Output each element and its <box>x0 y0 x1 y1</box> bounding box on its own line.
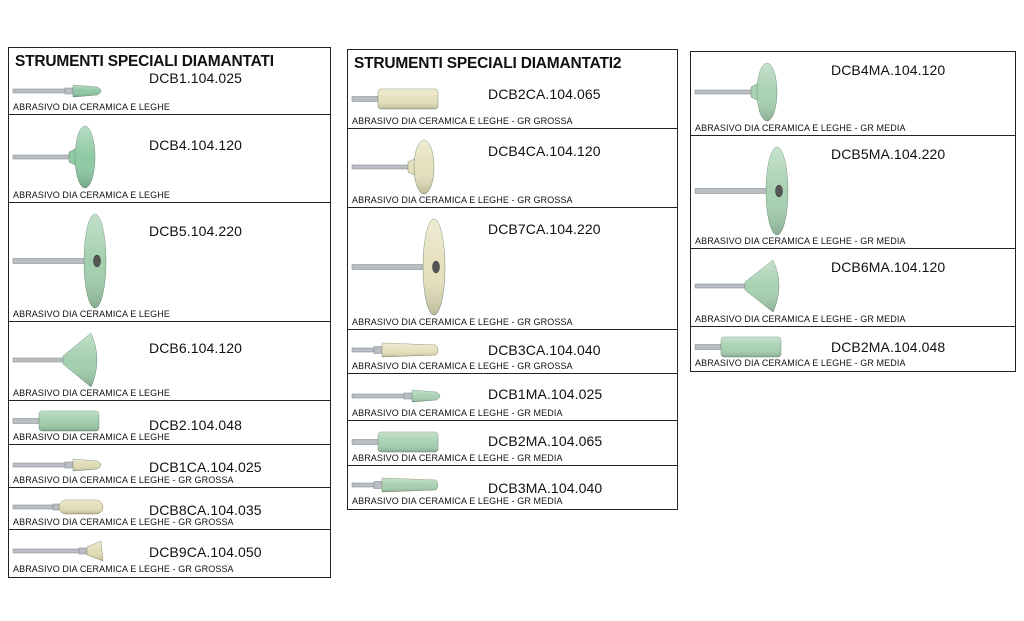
product-description: ABRASIVO DIA CERAMICA E LEGHE <box>13 102 170 112</box>
product-item <box>9 203 330 322</box>
product-item <box>348 129 677 208</box>
column-title: STRUMENTI SPECIALI DIAMANTATI2 <box>354 55 622 72</box>
product-item <box>9 322 330 401</box>
product-item <box>348 466 677 508</box>
product-code: DCB2MA.104.048 <box>831 339 946 355</box>
product-description: ABRASIVO DIA CERAMICA E LEGHE <box>13 388 170 398</box>
wheel-hub-icon <box>13 124 109 190</box>
product-description: ABRASIVO DIA CERAMICA E LEGHE - GR GROSSA <box>13 517 234 527</box>
product-code: DCB2.104.048 <box>149 417 243 433</box>
product-description: ABRASIVO DIA CERAMICA E LEGHE <box>13 432 170 442</box>
product-code: DCB3CA.104.040 <box>488 342 601 358</box>
product-code: DCB8CA.104.035 <box>149 502 262 518</box>
product-code: DCB1.104.025 <box>149 70 243 86</box>
product-item <box>348 374 677 421</box>
product-code: DCB2CA.104.065 <box>488 86 601 102</box>
product-description: ABRASIVO DIA CERAMICA E LEGHE - GR MEDIA <box>695 358 906 368</box>
product-item <box>348 208 677 330</box>
catalog-column-1 <box>8 47 331 578</box>
product-description: ABRASIVO DIA CERAMICA E LEGHE - GR MEDIA <box>352 496 563 506</box>
product-code: DCB7CA.104.220 <box>488 221 601 237</box>
product-code: DCB6MA.104.120 <box>831 259 946 275</box>
product-code: DCB5.104.220 <box>149 223 243 239</box>
disc-icon <box>13 212 109 309</box>
product-description: ABRASIVO DIA CERAMICA E LEGHE - GR GROSSA <box>352 116 573 126</box>
product-description: ABRASIVO DIA CERAMICA E LEGHE - GR MEDIA <box>695 236 906 246</box>
wheel-hub-icon <box>695 61 791 123</box>
product-item <box>9 115 330 203</box>
taper-icon <box>352 339 448 361</box>
taper-icon <box>352 475 448 495</box>
column-title: STRUMENTI SPECIALI DIAMANTATI <box>15 53 274 70</box>
product-description: ABRASIVO DIA CERAMICA E LEGHE - GR MEDIA <box>695 314 906 324</box>
product-description: ABRASIVO DIA CERAMICA E LEGHE - GR GROSSA <box>352 317 573 327</box>
inverted-cone-icon <box>13 539 109 563</box>
catalog-column-2 <box>347 49 678 510</box>
disc-icon <box>352 217 448 317</box>
product-item <box>691 249 1015 327</box>
product-code: DCB4CA.104.120 <box>488 143 601 159</box>
product-item <box>9 530 330 576</box>
cone-icon <box>13 331 109 388</box>
product-item <box>691 327 1015 370</box>
product-code: DCB4MA.104.120 <box>831 62 946 78</box>
product-item <box>9 401 330 445</box>
cone-icon <box>695 258 791 314</box>
product-description: ABRASIVO DIA CERAMICA E LEGHE - GR GROSSA <box>352 195 573 205</box>
product-item <box>9 48 330 115</box>
product-code: DCB1MA.104.025 <box>488 386 603 402</box>
cylinder-icon <box>352 81 448 116</box>
flame-bur-icon <box>13 454 109 475</box>
product-description: ABRASIVO DIA CERAMICA E LEGHE - GR MEDIA <box>352 453 563 463</box>
cylinder-icon <box>695 336 791 357</box>
disc-icon <box>695 145 791 236</box>
product-item <box>348 50 677 129</box>
product-code: DCB5MA.104.220 <box>831 146 946 162</box>
product-code: DCB2MA.104.065 <box>488 433 603 449</box>
product-code: DCB3MA.104.040 <box>488 480 603 496</box>
flame-bur-icon <box>13 79 109 102</box>
cylinder-icon <box>13 410 109 432</box>
product-description: ABRASIVO DIA CERAMICA E LEGHE <box>13 190 170 200</box>
product-code: DCB4.104.120 <box>149 137 243 153</box>
catalog-column-3 <box>690 51 1016 372</box>
rounded-cylinder-icon <box>13 497 109 517</box>
product-description: ABRASIVO DIA CERAMICA E LEGHE - GR MEDIA <box>352 408 563 418</box>
product-description: ABRASIVO DIA CERAMICA E LEGHE - GR GROSSA <box>13 564 234 574</box>
flame-bur-icon <box>352 383 448 408</box>
cylinder-icon <box>352 430 448 453</box>
product-description: ABRASIVO DIA CERAMICA E LEGHE - GR GROSSA <box>13 475 234 485</box>
product-code: DCB1CA.104.025 <box>149 459 262 475</box>
wheel-hub-icon <box>352 138 448 195</box>
product-item <box>691 52 1015 136</box>
product-description: ABRASIVO DIA CERAMICA E LEGHE - GR GROSSA <box>352 361 573 371</box>
product-code: DCB6.104.120 <box>149 340 243 356</box>
product-item <box>9 445 330 488</box>
product-description: ABRASIVO DIA CERAMICA E LEGHE - GR MEDIA <box>695 123 906 133</box>
product-item <box>691 136 1015 249</box>
product-item <box>9 488 330 530</box>
product-item <box>348 330 677 374</box>
product-code: DCB9CA.104.050 <box>149 544 262 560</box>
product-item <box>348 421 677 466</box>
product-description: ABRASIVO DIA CERAMICA E LEGHE <box>13 309 170 319</box>
